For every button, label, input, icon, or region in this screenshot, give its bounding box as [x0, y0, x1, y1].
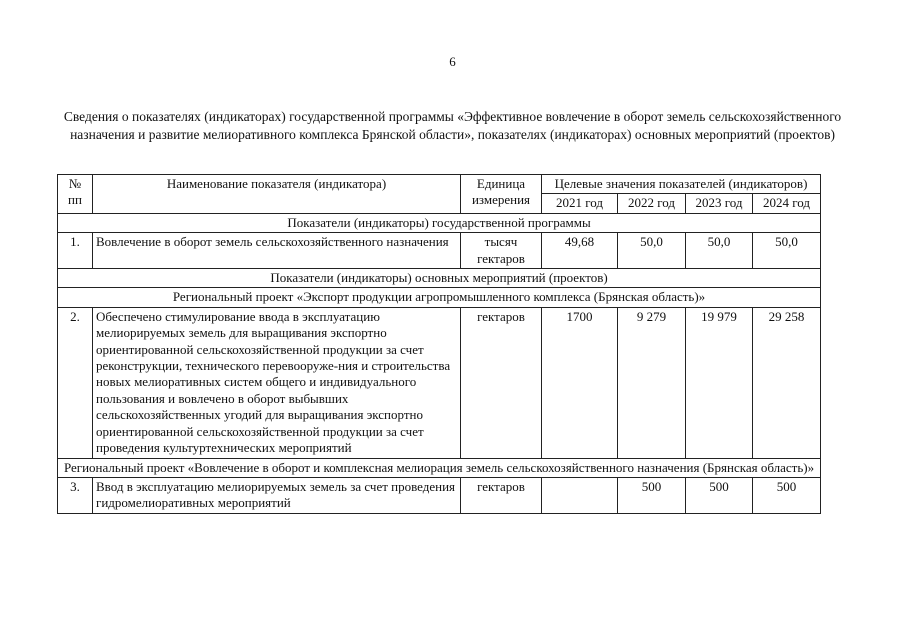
- section-main-activities: Показатели (индикаторы) основных мероприятий (проектов): [58, 269, 821, 288]
- row-value-2024: 50,0: [753, 233, 821, 269]
- row-value-2021: 49,68: [542, 233, 618, 269]
- section-row: [58, 458, 821, 477]
- header-unit: Единица измерения: [461, 175, 542, 214]
- section-project-melioration: Региональный проект «Вовлечение в оборот и комплексная мелиорация земель сельскохозяйственного назначения (Брянская область)»: [58, 458, 821, 477]
- section-row: [58, 288, 821, 307]
- section-project-export: Региональный проект «Экспорт продукции агропромышленного комплекса (Брянская область)»: [58, 288, 821, 307]
- row-unit: гектаров: [461, 307, 542, 458]
- row-name: Ввод в эксплуатацию мелиорируемых земель за счет проведения гидромелиоративных мероприятий: [93, 477, 461, 513]
- row-value-2021: [542, 477, 618, 513]
- row-num: 3.: [58, 477, 93, 513]
- row-value-2023: 19 979: [686, 307, 753, 458]
- row-name: Обеспечено стимулирование ввода в эксплуатацию мелиорируемых земель для выращивания экспортно ориентированной сельскохозяйственной продукции за счет реконструкции, технического перевооруже-ния и строительства новых мелиоративных систем общего и индивидуального пользования и вовлечено в оборот выбывших сельскохозяйственных угодий для выращивания экспортно ориентированной сельскохозяйственной продукции за счет проведения культуртехнических мероприятий: [93, 307, 461, 458]
- row-value-2024: 500: [753, 477, 821, 513]
- row-name: Вовлечение в оборот земель сельскохозяйственного назначения: [93, 233, 461, 269]
- row-value-2024: 29 258: [753, 307, 821, 458]
- table-row: [58, 477, 821, 513]
- section-row: [58, 269, 821, 288]
- row-unit: тысяч гектаров: [461, 233, 542, 269]
- header-name: Наименование показателя (индикатора): [93, 175, 461, 214]
- row-value-2022: 9 279: [618, 307, 686, 458]
- row-value-2023: 50,0: [686, 233, 753, 269]
- row-value-2022: 500: [618, 477, 686, 513]
- document-title: Сведения о показателях (индикаторах) государственной программы «Эффективное вовлечение в оборот земель сельскохозяйственного назначения и развитие мелиоративного комплекса Брянской области», показателях (индикаторах) основных мероприятий (проектов): [63, 109, 842, 142]
- section-row: [58, 213, 821, 232]
- table-row: [58, 233, 821, 269]
- header-row: [58, 175, 821, 194]
- row-value-2021: 1700: [542, 307, 618, 458]
- row-unit: гектаров: [461, 477, 542, 513]
- indicators-table: [57, 174, 821, 514]
- header-targets: Целевые значения показателей (индикаторов): [542, 175, 821, 194]
- row-value-2023: 500: [686, 477, 753, 513]
- table-row: [58, 307, 821, 458]
- header-year-2021: 2021 год: [542, 194, 618, 213]
- row-num: 1.: [58, 233, 93, 269]
- row-num: 2.: [58, 307, 93, 458]
- header-year-2023: 2023 год: [686, 194, 753, 213]
- header-year-2024: 2024 год: [753, 194, 821, 213]
- header-year-2022: 2022 год: [618, 194, 686, 213]
- page-number: 6: [449, 54, 456, 69]
- row-value-2022: 50,0: [618, 233, 686, 269]
- header-num: № пп: [58, 175, 93, 214]
- section-state-program: Показатели (индикаторы) государственной программы: [58, 213, 821, 232]
